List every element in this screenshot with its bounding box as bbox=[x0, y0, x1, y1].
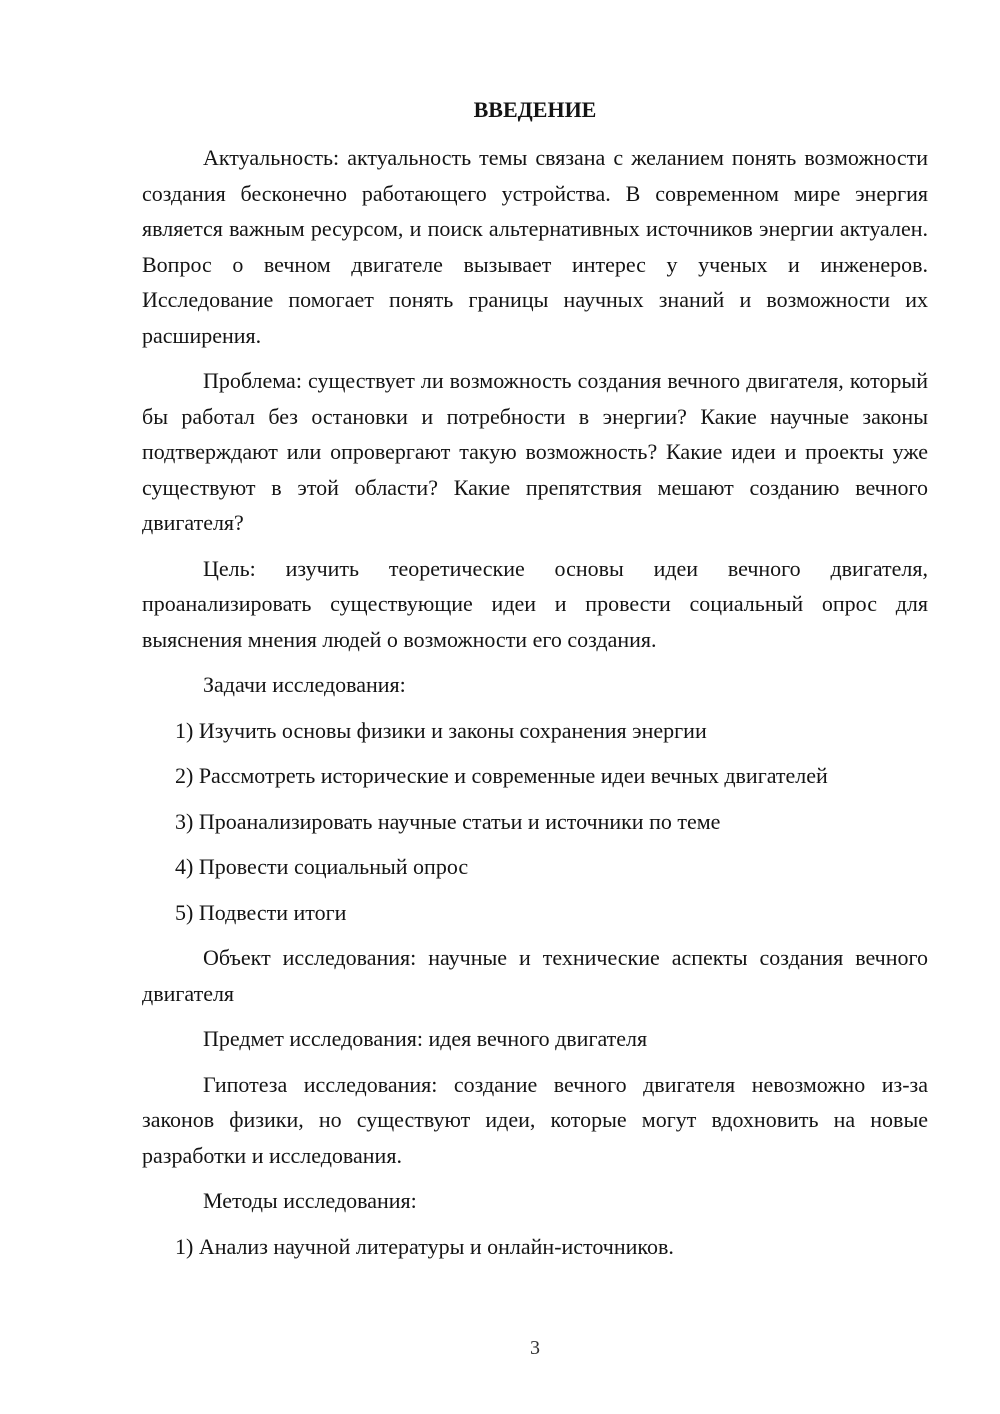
section-title: ВВЕДЕНИЕ bbox=[473, 97, 597, 122]
document-body bbox=[142, 140, 928, 1274]
task-item-4: 4) Провести социальный опрос bbox=[175, 854, 469, 879]
task-item-5: 5) Подвести итоги bbox=[175, 899, 347, 925]
paragraph-hypothesis: Гипотеза исследования: создание вечного двигателя невозможно из-за законов физики, но существуют идеи, которые могут вдохновить на новые разработки и исследования. bbox=[142, 1071, 928, 1168]
method-item-1: 1) Анализ научной литературы и онлайн-источников. bbox=[175, 1233, 674, 1259]
tasks-heading: Задачи исследования: bbox=[203, 672, 406, 697]
task-item-2: 2) Рассмотреть исторические и современные идеи вечных двигателей bbox=[175, 763, 828, 788]
paragraph-goal: Цель: изучить теоретические основы идеи вечного двигателя, проанализировать существующие идеи и провести социальный опрос для выяснения мнения людей о возможности его создания. bbox=[142, 555, 928, 652]
paragraph-subject: Предмет исследования: идея вечного двигателя bbox=[203, 1026, 648, 1051]
paragraph-relevance: Актуальность: актуальность темы связана с желанием понять возможности создания бесконечно работающего устройства. В современном мире энергия является важным ресурсом, и поиск альтернативных источников энергии актуален. Вопрос о вечном двигателе вызывает интерес у ученых и инженеров. Исследование помогает понять границы научных знаний и возможности их расширения. bbox=[142, 145, 928, 348]
task-item-3: 3) Проанализировать научные статьи и источники по теме bbox=[175, 808, 721, 834]
methods-heading: Методы исследования: bbox=[203, 1188, 417, 1213]
paragraph-object: Объект исследования: научные и технические аспекты создания вечного двигателя bbox=[142, 945, 928, 1006]
paragraph-problem: Проблема: существует ли возможность создания вечного двигателя, который бы работал без остановки и потребности в энергии? Какие научные законы подтверждают или опровергают такую возможность? Какие идеи и проекты уже существуют в этой области? Какие препятствия мешают созданию вечного двигателя? bbox=[142, 368, 928, 535]
task-item-1: 1) Изучить основы физики и законы сохранения энергии bbox=[175, 717, 707, 743]
page-number: 3 bbox=[530, 1337, 540, 1359]
